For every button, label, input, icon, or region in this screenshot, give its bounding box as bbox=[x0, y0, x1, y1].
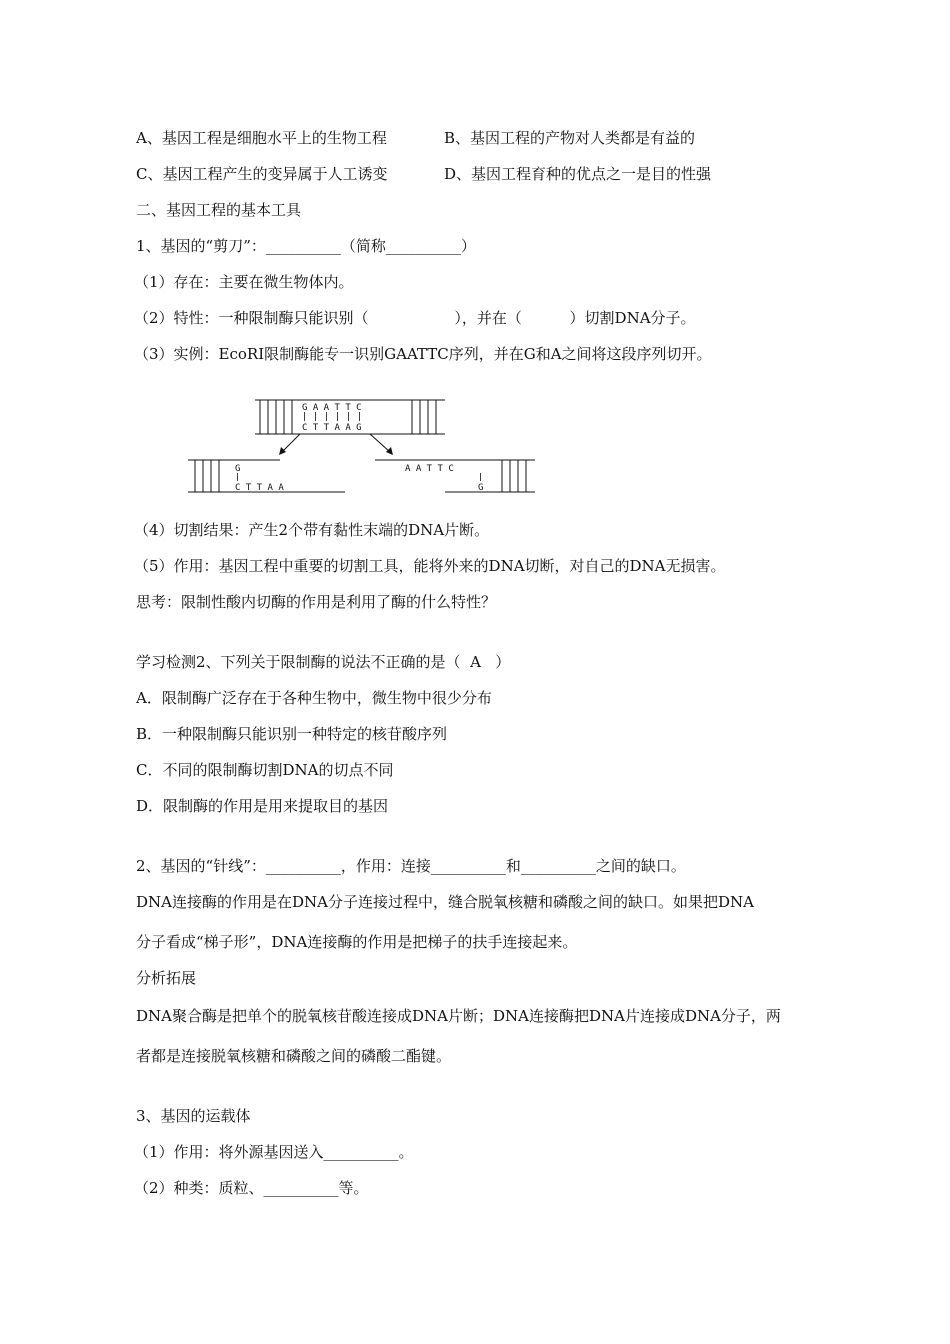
right-fragment-rungs bbox=[502, 460, 526, 492]
vector-function: （1）作用：将外源基因送入__________。 bbox=[134, 1143, 414, 1161]
quiz2-option-c: C．不同的限制酶切割DNA的切点不同 bbox=[136, 761, 394, 779]
section2-title: 二、基因工程的基本工具 bbox=[136, 201, 302, 219]
quiz2-option-d: D．限制酶的作用是用来提取目的基因 bbox=[136, 797, 389, 815]
left-sticky-end: C T T A A bbox=[235, 483, 284, 493]
scissors-existence: （1）存在：主要在微生物体内。 bbox=[134, 273, 354, 291]
ecori-cut-diagram bbox=[180, 392, 550, 502]
quiz2-question: 学习检测2、下列关于限制酶的说法不正确的是（ A ） bbox=[136, 653, 511, 671]
scissors-title: 1、基因的“剪刀”：__________（简称__________） bbox=[136, 237, 476, 255]
vector-types: （2）种类：质粒、__________等。 bbox=[134, 1179, 369, 1197]
choice-c: C、基因工程产生的变异属于人工诱变 bbox=[136, 165, 388, 183]
arrow-left-head bbox=[279, 447, 286, 455]
analysis-title: 分析拓展 bbox=[136, 969, 197, 987]
arrow-right bbox=[370, 434, 390, 452]
choice-a: A、基因工程是细胞水平上的生物工程 bbox=[136, 129, 387, 147]
scissors-result: （4）切割结果：产生2个带有黏性末端的DNA片断。 bbox=[134, 521, 490, 539]
quiz2-option-b: B．一种限制酶只能识别一种特定的核苷酸序列 bbox=[136, 725, 448, 743]
recognition-top-strand: G A A T T C bbox=[302, 403, 362, 413]
left-fragment-rungs bbox=[195, 460, 219, 492]
right-sticky-end: A A T T C bbox=[405, 464, 454, 474]
ligase-desc-2: 分子看成“梯子形”，DNA连接酶的作用是把梯子的扶手连接起来。 bbox=[136, 933, 578, 951]
ligase-desc-1: DNA连接酶的作用是在DNA分子连接过程中，缝合脱氧核糖和磷酸之间的缺口。如果把DNA bbox=[136, 893, 754, 911]
vector-title: 3、基因的运载体 bbox=[136, 1107, 251, 1125]
choice-b: B、基因工程的产物对人类都是有益的 bbox=[444, 129, 696, 147]
recognition-bottom-strand: C T T A A G bbox=[302, 423, 362, 433]
arrow-right-head bbox=[386, 447, 393, 455]
base-pair-ticks bbox=[305, 412, 360, 421]
analysis-line-1: DNA聚合酶是把单个的脱氧核苷酸连接成DNA片断；DNA连接酶把DNA片连接成DNA分子，两 bbox=[136, 1007, 781, 1025]
right-sticky-g: G bbox=[478, 483, 484, 493]
intact-right-rungs bbox=[412, 400, 436, 434]
think-question: 思考：限制性酸内切酶的作用是利用了酶的什么特性？ bbox=[136, 593, 497, 611]
scissors-property: （2）特性：一种限制酶只能识别（ ），并在（ ）切割DNA分子。 bbox=[134, 309, 696, 327]
scissors-example: （3）实例：EcoRI限制酶能专一识别GAATTC序列，并在G和A之间将这段序列切开。 bbox=[134, 345, 712, 363]
arrow-left bbox=[282, 434, 300, 452]
choice-d: D、基因工程育种的优点之一是目的性强 bbox=[444, 165, 712, 183]
intact-left-rungs bbox=[260, 400, 292, 434]
quiz2-option-a: A．限制酶广泛存在于各种生物中，微生物中很少分布 bbox=[136, 689, 492, 707]
left-sticky-g: G bbox=[235, 464, 241, 474]
analysis-line-2: 者都是连接脱氧核糖和磷酸之间的磷酸二酯键。 bbox=[136, 1047, 452, 1065]
needle-title: 2、基因的“针线”：__________，作用：连接__________和__________之间的缺口。 bbox=[136, 857, 686, 875]
scissors-function: （5）作用：基因工程中重要的切割工具，能将外来的DNA切断，对自己的DNA无损害。 bbox=[134, 557, 726, 575]
